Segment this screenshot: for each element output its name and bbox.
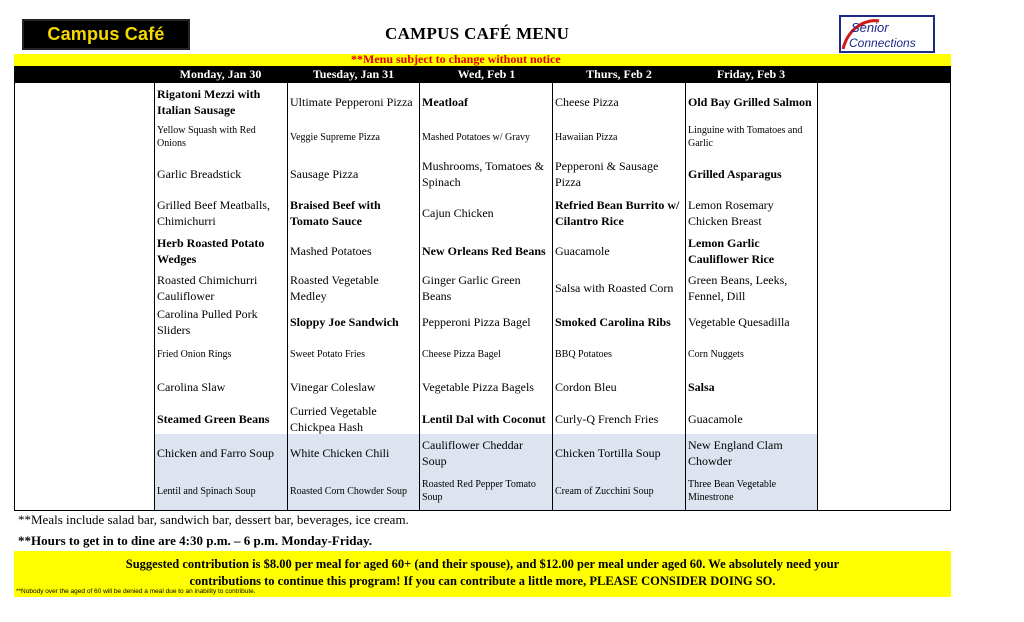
menu-item-text: Corn Nuggets — [688, 349, 744, 360]
senior-connections-logo — [839, 15, 935, 53]
menu-item-text: New Orleans Red Beans — [422, 244, 546, 258]
fine-print: **Nobody over the aged of 60 will be denied a meal due to an inability to contribute. — [16, 588, 256, 595]
menu-item-text: Hawaiian Pizza — [555, 131, 618, 143]
contribution-line2: contributions to continue this program! If you can contribute a little more, PLEASE CONSIDER DOING SO. — [189, 574, 776, 588]
menu-item-text: Rigatoni Mezzi with Italian Sausage — [157, 86, 261, 117]
menu-item-text: Salsa with Roasted Corn — [555, 280, 674, 295]
menu-item-tuesday — [288, 232, 419, 270]
menu-item-text: Lentil Dal with Coconut — [422, 412, 546, 426]
menu-item-text: Smoked Carolina Ribs — [555, 315, 671, 329]
menu-item-text: Curly-Q French Fries — [555, 412, 659, 426]
meals-note: **Meals include salad bar, sandwich bar, dessert bar, beverages, ice cream. — [18, 512, 409, 527]
menu-item-thursday — [553, 119, 685, 155]
menu-item-text: Veggie Supreme Pizza — [290, 131, 380, 143]
menu-item-text: Chicken and Farro Soup — [157, 445, 274, 460]
menu-item-text: Meatloaf — [422, 94, 468, 109]
menu-item-text: Ultimate Pepperoni Pizza — [290, 94, 413, 109]
menu-item-text: Mushrooms, Tomatoes & Spinach — [422, 159, 544, 189]
menu-item-text: Roasted Vegetable Medley — [290, 272, 379, 303]
menu-item-thursday — [553, 270, 685, 305]
menu-item-friday — [686, 471, 817, 511]
menu-item-text: Old Bay Grilled Salmon — [688, 94, 812, 109]
contribution-line1: Suggested contribution is $8.00 per meal for aged 60+ (and their spouse), and $12.00 per meal under aged 60. We absolutely need your — [125, 557, 840, 571]
menu-item-wednesday — [420, 471, 552, 511]
menu-item-text: Ginger Garlic Green Beans — [422, 272, 521, 303]
menu-item-text: Vinegar Coleslaw — [290, 380, 376, 394]
menu-item-thursday — [553, 404, 685, 434]
menu-item-text: Refried Bean Burrito w/ Cilantro Rice — [555, 197, 680, 228]
menu-item-text: Chicken Tortilla Soup — [555, 445, 661, 460]
menu-item-monday — [155, 155, 287, 193]
menu-item-text: Mashed Potatoes — [290, 244, 372, 258]
menu-item-wednesday — [420, 339, 552, 370]
menu-item-text: Roasted Red Pepper Tomato Soup — [422, 479, 536, 503]
menu-item-text: Lemon Garlic Cauliflower Rice — [688, 236, 775, 266]
menu-item-tuesday — [288, 193, 419, 232]
menu-item-text: Pepperoni Pizza Bagel — [422, 315, 531, 329]
menu-item-friday — [686, 305, 817, 339]
menu-item-text: Roasted Chimichurri Cauliflower — [157, 272, 258, 303]
menu-item-text: Mashed Potatoes w/ Gravy — [422, 131, 531, 143]
menu-item-thursday — [553, 370, 685, 404]
menu-item-tuesday — [288, 471, 419, 511]
column-divider — [817, 83, 818, 511]
page-title: CAMPUS CAFÉ MENU — [385, 24, 570, 43]
menu-item-text: BBQ Potatoes — [555, 349, 612, 360]
menu-item-tuesday — [288, 370, 419, 404]
hours-note: **Hours to get in to dine are 4:30 p.m. – 6 p.m. Monday-Friday. — [18, 533, 373, 548]
menu-item-friday — [686, 193, 817, 232]
menu-item-text: Guacamole — [688, 412, 743, 426]
menu-item-wednesday — [420, 404, 552, 434]
menu-notice-bar — [14, 54, 951, 66]
menu-item-text: Cordon Bleu — [555, 380, 617, 394]
menu-item-tuesday — [288, 305, 419, 339]
menu-item-text: Sloppy Joe Sandwich — [290, 315, 399, 329]
day-header-tuesday: Tuesday, Jan 31 — [312, 67, 395, 81]
menu-item-tuesday — [288, 155, 419, 193]
menu-item-wednesday — [420, 232, 552, 270]
menu-item-tuesday — [288, 84, 419, 119]
menu-item-wednesday — [420, 193, 552, 232]
menu-item-text: Guacamole — [555, 244, 610, 258]
menu-item-wednesday — [420, 370, 552, 404]
day-header-row — [14, 66, 951, 83]
menu-item-text: Roasted Corn Chowder Soup — [290, 485, 407, 497]
menu-item-friday — [686, 270, 817, 305]
menu-item-text: Garlic Breadstick — [157, 167, 242, 181]
menu-item-text: Carolina Pulled Pork Sliders — [157, 307, 258, 337]
menu-item-text: Cauliflower Cheddar Soup — [422, 437, 523, 468]
campus-cafe-logo-text: Campus Café — [47, 24, 165, 44]
menu-item-wednesday — [420, 270, 552, 305]
menu-item-tuesday — [288, 339, 419, 370]
day-header-thursday: Thurs, Feb 2 — [586, 67, 652, 81]
day-header-monday: Monday, Jan 30 — [179, 67, 262, 81]
logo-right-line1: Senior — [851, 20, 889, 35]
menu-item-monday — [155, 434, 287, 471]
menu-item-wednesday — [420, 155, 552, 193]
menu-item-thursday — [553, 339, 685, 370]
menu-item-text: Curried Vegetable Chickpea Hash — [290, 404, 377, 434]
menu-item-text: Salsa — [688, 380, 715, 394]
menu-item-thursday — [553, 193, 685, 232]
menu-item-monday — [155, 305, 287, 339]
menu-item-thursday — [553, 305, 685, 339]
menu-item-tuesday — [288, 434, 419, 471]
menu-item-text: Steamed Green Beans — [157, 412, 270, 426]
menu-item-text: Sausage Pizza — [290, 167, 359, 181]
menu-item-text: Lentil and Spinach Soup — [157, 485, 256, 497]
menu-item-wednesday — [420, 434, 552, 471]
menu-item-thursday — [553, 155, 685, 193]
logo-right-line2: Connections — [849, 36, 916, 50]
menu-item-text: New England Clam Chowder — [688, 437, 783, 468]
menu-item-friday — [686, 119, 817, 155]
menu-item-monday — [155, 471, 287, 511]
menu-item-text: Three Bean Vegetable Minestrone — [688, 479, 777, 503]
menu-item-text: Sweet Potato Fries — [290, 349, 365, 360]
menu-item-friday — [686, 404, 817, 434]
menu-item-monday — [155, 193, 287, 232]
menu-item-tuesday — [288, 404, 419, 434]
menu-item-wednesday — [420, 84, 552, 119]
menu-item-friday — [686, 232, 817, 270]
menu-item-friday — [686, 370, 817, 404]
menu-item-text: Fried Onion Rings — [157, 349, 232, 360]
day-header-friday: Friday, Feb 3 — [716, 67, 786, 81]
menu-item-text: Cajun Chicken — [422, 205, 494, 220]
menu-item-tuesday — [288, 119, 419, 155]
menu-item-monday — [155, 339, 287, 370]
menu-notice-text: **Menu subject to change without notice — [351, 52, 561, 66]
menu-item-monday — [155, 84, 287, 119]
menu-item-thursday — [553, 84, 685, 119]
menu-item-text: Vegetable Pizza Bagels — [422, 380, 534, 394]
menu-item-text: Vegetable Quesadilla — [688, 315, 790, 329]
menu-item-friday — [686, 339, 817, 370]
menu-item-text: Green Beans, Leeks, Fennel, Dill — [688, 272, 788, 303]
day-header-wednesday: Wed, Feb 1 — [457, 67, 516, 81]
menu-item-text: Herb Roasted Potato Wedges — [157, 236, 265, 266]
menu-item-text: Pepperoni & Sausage Pizza — [555, 159, 659, 189]
menu-item-wednesday — [420, 119, 552, 155]
menu-item-thursday — [553, 471, 685, 511]
menu-item-text: Grilled Beef Meatballs, Chimichurri — [157, 197, 270, 228]
menu-item-text: Yellow Squash with Red Onions — [157, 125, 256, 149]
menu-item-wednesday — [420, 305, 552, 339]
menu-item-monday — [155, 119, 287, 155]
menu-item-text: Lemon Rosemary Chicken Breast — [688, 197, 774, 228]
menu-item-tuesday — [288, 270, 419, 305]
menu-item-text: White Chicken Chili — [290, 445, 390, 460]
menu-item-monday — [155, 232, 287, 270]
menu-item-text: Braised Beef with Tomato Sauce — [290, 197, 381, 228]
menu-item-thursday — [553, 232, 685, 270]
menu-item-friday — [686, 155, 817, 193]
menu-item-text: Carolina Slaw — [157, 380, 226, 394]
campus-cafe-logo — [22, 19, 190, 50]
menu-item-text: Cheese Pizza Bagel — [422, 349, 501, 360]
menu-item-text: Cheese Pizza — [555, 94, 619, 109]
menu-item-thursday — [553, 434, 685, 471]
menu-item-text: Cream of Zucchini Soup — [555, 485, 654, 497]
contribution-text — [14, 556, 951, 590]
menu-item-monday — [155, 270, 287, 305]
menu-item-friday — [686, 434, 817, 471]
menu-item-friday — [686, 84, 817, 119]
menu-item-monday — [155, 370, 287, 404]
menu-item-text: Grilled Asparagus — [688, 167, 782, 181]
menu-item-text: Linguine with Tomatoes and Garlic — [688, 125, 803, 149]
menu-item-monday — [155, 404, 287, 434]
